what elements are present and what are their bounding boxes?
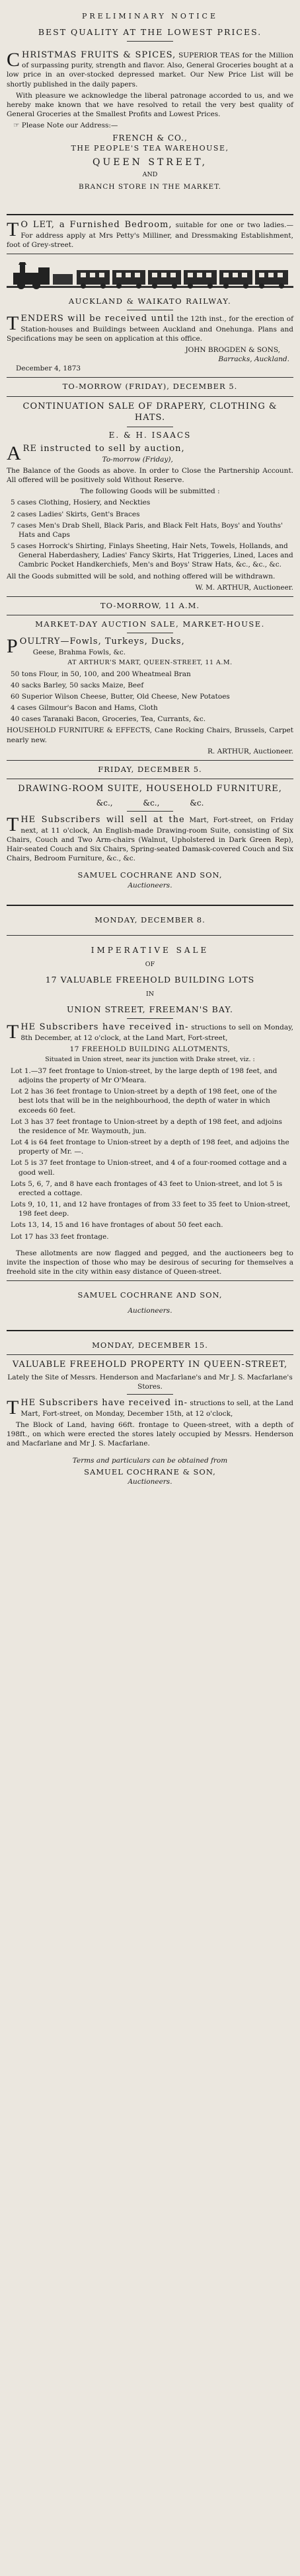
queen-role: Auctioneers. xyxy=(128,1478,172,1486)
notice-body-2: With pleasure we acknowledge the liberal patronage accorded to us, and we hereby make known that we have resolved to retail the very best quality of General Groceries at the Smallest Profits and Lowest Prices. xyxy=(7,91,293,119)
queen-body-2: The Block of Land, having 66ft. frontage to Queen-street, with a depth of 198ft., on which were erected the stores lately occupied by Messrs. Henderson and Macfarlane and Mr J. S. Macfarlane. xyxy=(7,1421,293,1448)
list-item: Lot 3 has 37 feet frontage to Union-street by a depth of 198 feet, and adjoins the residence of Mr. Waymouth, jun. xyxy=(11,1117,282,1135)
railway-sig-place: Barracks, Auckland. xyxy=(218,355,289,364)
continuation-list-intro: The following Goods will be submitted : xyxy=(80,487,220,496)
notice-and: AND xyxy=(142,171,158,179)
divider xyxy=(7,1330,293,1331)
dropcap: T xyxy=(7,1397,19,1419)
divider xyxy=(127,41,173,42)
list-item: Lot 17 has 33 feet frontage. xyxy=(11,1232,109,1241)
list-item: 40 cases Taranaki Bacon, Groceries, Tea, Currants, &c. xyxy=(11,715,206,724)
queen-lead: HE Subscribers have received in- xyxy=(20,1398,188,1409)
imperative-title: IMPERATIVE SALE xyxy=(91,945,209,955)
queen-firm: SAMUEL COCHRANE & SON, xyxy=(84,1467,216,1477)
imperative-subject: 17 VALUABLE FREEHOLD BUILDING LOTS xyxy=(45,974,255,985)
queen-date: MONDAY, DECEMBER 15. xyxy=(92,1340,208,1350)
notice-headline: BEST QUALITY AT THE LOWEST PRICES. xyxy=(38,26,262,37)
notice-lead: HRISTMAS FRUITS & SPICES, xyxy=(22,50,176,60)
divider xyxy=(127,1394,173,1395)
continuation-closing: All the Goods submitted will be sold, and nothing offered will be withdrawn. xyxy=(7,572,276,580)
railway-signature: JOHN BROGDEN & SONS, xyxy=(185,345,280,354)
divider xyxy=(127,811,173,812)
imperative-role: Auctioneers. xyxy=(128,1306,172,1315)
list-item: 7 cases Men's Drab Shell, Black Paris, and Black Felt Hats, Boys' and Youths' Hats and Caps xyxy=(11,521,283,539)
list-item: Lot 1.—37 feet frontage to Union-street, by the large depth of 198 feet, and adjoins the property of Mr O'Meara. xyxy=(11,1066,278,1084)
dropcap: P xyxy=(7,635,18,657)
list-item: Lots 9, 10, 11, and 12 have frontages of from 33 feet to 35 feet to Union-street, 198 feet deep. xyxy=(11,1201,291,1218)
railway-body: the 12th inst., for the erection of Station-houses and Buildings between Auckland and Onehunga. Plans and Specifications may be seen on application at this office. xyxy=(7,314,293,343)
continuation-lead-2: To-morrow (Friday), xyxy=(102,455,173,464)
queen-subtitle: Lately the Site of Messrs. Henderson and Macfarlane's and Mr J. S. Macfarlane's Stores. xyxy=(7,1374,293,1391)
market-location: AT ARTHUR'S MART, QUEEN-STREET, 11 A.M. xyxy=(67,658,233,666)
queen-body: structions to sell, at the Land Mart, Fort-street, on Monday, December 15th, at 12 o'clock, xyxy=(20,1399,293,1418)
queen-terms: Terms and particulars can be obtained from xyxy=(72,1456,228,1465)
drawing-title: DRAWING-ROOM SUITE, HOUSEHOLD FURNITURE, xyxy=(18,784,282,794)
notice-firm: FRENCH & CO., xyxy=(112,133,188,143)
ad-to-let xyxy=(7,219,293,250)
dropcap: T xyxy=(7,219,19,241)
to-let-lead: O LET, a Furnished Bedroom, xyxy=(20,220,172,230)
list-item: Lot 5 is 37 feet frontage to Union-street, and 4 of a four-roomed cottage and a good well. xyxy=(11,1159,287,1177)
imperative-date: MONDAY, DECEMBER 8. xyxy=(94,915,206,925)
divider xyxy=(7,1280,293,1281)
divider xyxy=(7,396,293,397)
dropcap: T xyxy=(7,312,19,334)
ad-continuation-sale xyxy=(7,382,293,592)
market-auctioneer: R. ARTHUR, Auctioneer. xyxy=(207,747,293,755)
ad-market-day xyxy=(7,601,293,756)
list-item: Lot 2 has 36 feet frontage to Union-street by a depth of 198 feet, one of the best lots that will be in the neighbourhood, the depth of water in which exceeds 60 feet. xyxy=(11,1088,278,1115)
notice-branch: BRANCH STORE IN THE MARKET. xyxy=(78,183,221,191)
railway-lead: ENDERS will be received until xyxy=(20,313,174,324)
ad-railway xyxy=(7,258,293,373)
list-item: Lots 5, 6, 7, and 8 have each frontages of 43 feet to Union-street, and lot 5 is erected a cottage. xyxy=(11,1179,283,1197)
market-household: HOUSEHOLD FURNITURE & EFFECTS, Cane Rocking Chairs, Brussels, Carpet nearly new. xyxy=(7,726,293,744)
imperative-body: structions to sell on Monday, 8th December, at 12 o'clock, at the Land Mart, Fort-street, xyxy=(20,1024,293,1042)
list-item: Lots 13, 14, 15 and 16 have frontages of about 50 feet each. xyxy=(11,1221,223,1230)
drawing-body: Mart, Fort-street, on Friday next, at 11 o'clock, An English-made Drawing-room Suite, consisting of Six Chairs, Couch and Two Arm-chairs (Walnut, Upholstered in Dark Green Rep), Hair-seated Couch and Six Chairs, Spring-seated Damask-covered Couch and Six Chairs, Bedroom Furniture, &c., &c. xyxy=(7,816,294,863)
list-item: 2 cases Ladies' Skirts, Gent's Braces xyxy=(11,510,140,518)
continuation-lead: RE instructed to sell by auction, xyxy=(22,444,185,454)
continuation-firm: E. & H. ISAACS xyxy=(108,430,192,440)
notice-warehouse: THE PEOPLE'S TEA WAREHOUSE, xyxy=(71,143,229,153)
list-item: 5 cases Clothing, Hosiery, and Neckties xyxy=(11,499,151,507)
drawing-role: Auctioneers. xyxy=(128,881,172,889)
imperative-lead: HE Subscribers have received in- xyxy=(20,1022,189,1033)
dropcap: T xyxy=(7,814,19,836)
list-item: 40 sacks Barley, 50 sacks Maize, Beef xyxy=(11,681,144,689)
notice-street: QUEEN STREET, xyxy=(92,157,208,168)
imperative-of: OF xyxy=(145,960,155,968)
divider xyxy=(7,214,293,215)
list-item: 4 cases Gilmour's Bacon and Hams, Cloth xyxy=(11,704,158,713)
train-engraving-icon xyxy=(7,261,293,291)
ad-imperative-sale xyxy=(7,910,293,1315)
divider xyxy=(7,760,293,761)
continuation-date: TO-MORROW (FRIDAY), DECEMBER 5. xyxy=(62,382,238,392)
market-lead: OULTRY—Fowls, Turkeys, Ducks, xyxy=(19,636,185,646)
divider xyxy=(7,377,293,378)
divider xyxy=(7,1354,293,1355)
continuation-title: CONTINUATION SALE OF DRAPERY, CLOTHING & HATS. xyxy=(22,401,278,423)
drawing-lead: HE Subscribers will sell at the xyxy=(20,815,185,825)
drawing-date: FRIDAY, DECEMBER 5. xyxy=(98,764,202,774)
to-let-body: suitable for one or two ladies.—For address apply at Mrs Petty's Milliner, and Dressmaking Establishment, foot of Grey-street. xyxy=(7,221,293,250)
imperative-place: UNION STREET, FREEMAN'S BAY. xyxy=(67,1004,233,1015)
list-item: 5 cases Horrock's Shirting, Finlays Sheeting, Hair Nets, Towels, Hollands, and General Haberdashery, Ladies' Fancy Skirts, Hat Triggeries, Lined, Laces and Cambric Pocket Handkerchiefs, Men's and Boys' Straw Hats, &c., &c., &c. xyxy=(11,542,293,569)
continuation-auctioneer: W. M. ARTHUR, Auctioneer. xyxy=(195,583,293,592)
imperative-situation: Situated in Union street, near its junction with Drake street, viz. : xyxy=(45,1056,255,1064)
ad-preliminary-notice xyxy=(7,7,293,191)
notice-body: SUPERIOR TEAS for the Million of surpassing purity, strength and flavor. Also, General Groceries bought at a low price in an over-stocked depressed market. Our New Price List will be shortly published in the daily papers. xyxy=(7,51,293,88)
notice-title: PRELIMINARY NOTICE xyxy=(81,12,218,20)
market-date: TO-MORROW, 11 A.M. xyxy=(100,600,200,610)
drawing-etc: &c., &c., &c. xyxy=(96,798,204,808)
divider xyxy=(7,905,293,906)
railway-date: December 4, 1873 xyxy=(16,365,81,373)
drawing-firm: SAMUEL COCHRANE AND SON, xyxy=(77,870,223,880)
queen-title: VALUABLE FREEHOLD PROPERTY IN QUEEN-STREET, xyxy=(12,1360,288,1370)
divider xyxy=(127,1018,173,1019)
ad-drawing-room xyxy=(7,765,293,890)
list-item: Lot 4 is 64 feet frontage to Union-street by a depth of 198 feet, and adjoins the property of Mr. —. xyxy=(11,1138,289,1156)
notice-address-note: Please Note our Address:— xyxy=(21,122,118,130)
list-item: 60 Superior Wilson Cheese, Butter, Old Cheese, New Potatoes xyxy=(11,692,230,701)
list-item: 50 tons Flour, in 50, 100, and 200 Wheatmeal Bran xyxy=(11,670,191,678)
railway-title: AUCKLAND & WAIKATO RAILWAY. xyxy=(68,296,232,306)
continuation-body: The Balance of the Goods as above. In order to Close the Partnership Account. All offered will be positively sold Without Reserve. xyxy=(7,466,293,485)
imperative-subhead: 17 FREEHOLD BUILDING ALLOTMENTS, xyxy=(69,1045,231,1053)
divider xyxy=(7,596,293,597)
dropcap: C xyxy=(7,48,20,71)
imperative-firm: SAMUEL COCHRANE AND SON, xyxy=(77,1290,223,1300)
market-title: MARKET-DAY AUCTION SALE, MARKET-HOUSE. xyxy=(35,619,265,629)
market-lead-2: Geese, Brahma Fowls, &c. xyxy=(32,648,126,656)
ad-queen-street-property xyxy=(7,1335,293,1487)
imperative-in: IN xyxy=(145,991,155,998)
dropcap: A xyxy=(7,442,21,465)
dropcap: T xyxy=(7,1021,19,1043)
imperative-closing: These allotments are now flagged and pegged, and the auctioneers beg to invite the inspection of those who may be desirous of securing for themselves a freehold site in the city within easy distance of Queen-street. xyxy=(7,1249,293,1276)
divider xyxy=(7,935,293,936)
pointing-hand-icon: ☞ xyxy=(13,122,20,130)
